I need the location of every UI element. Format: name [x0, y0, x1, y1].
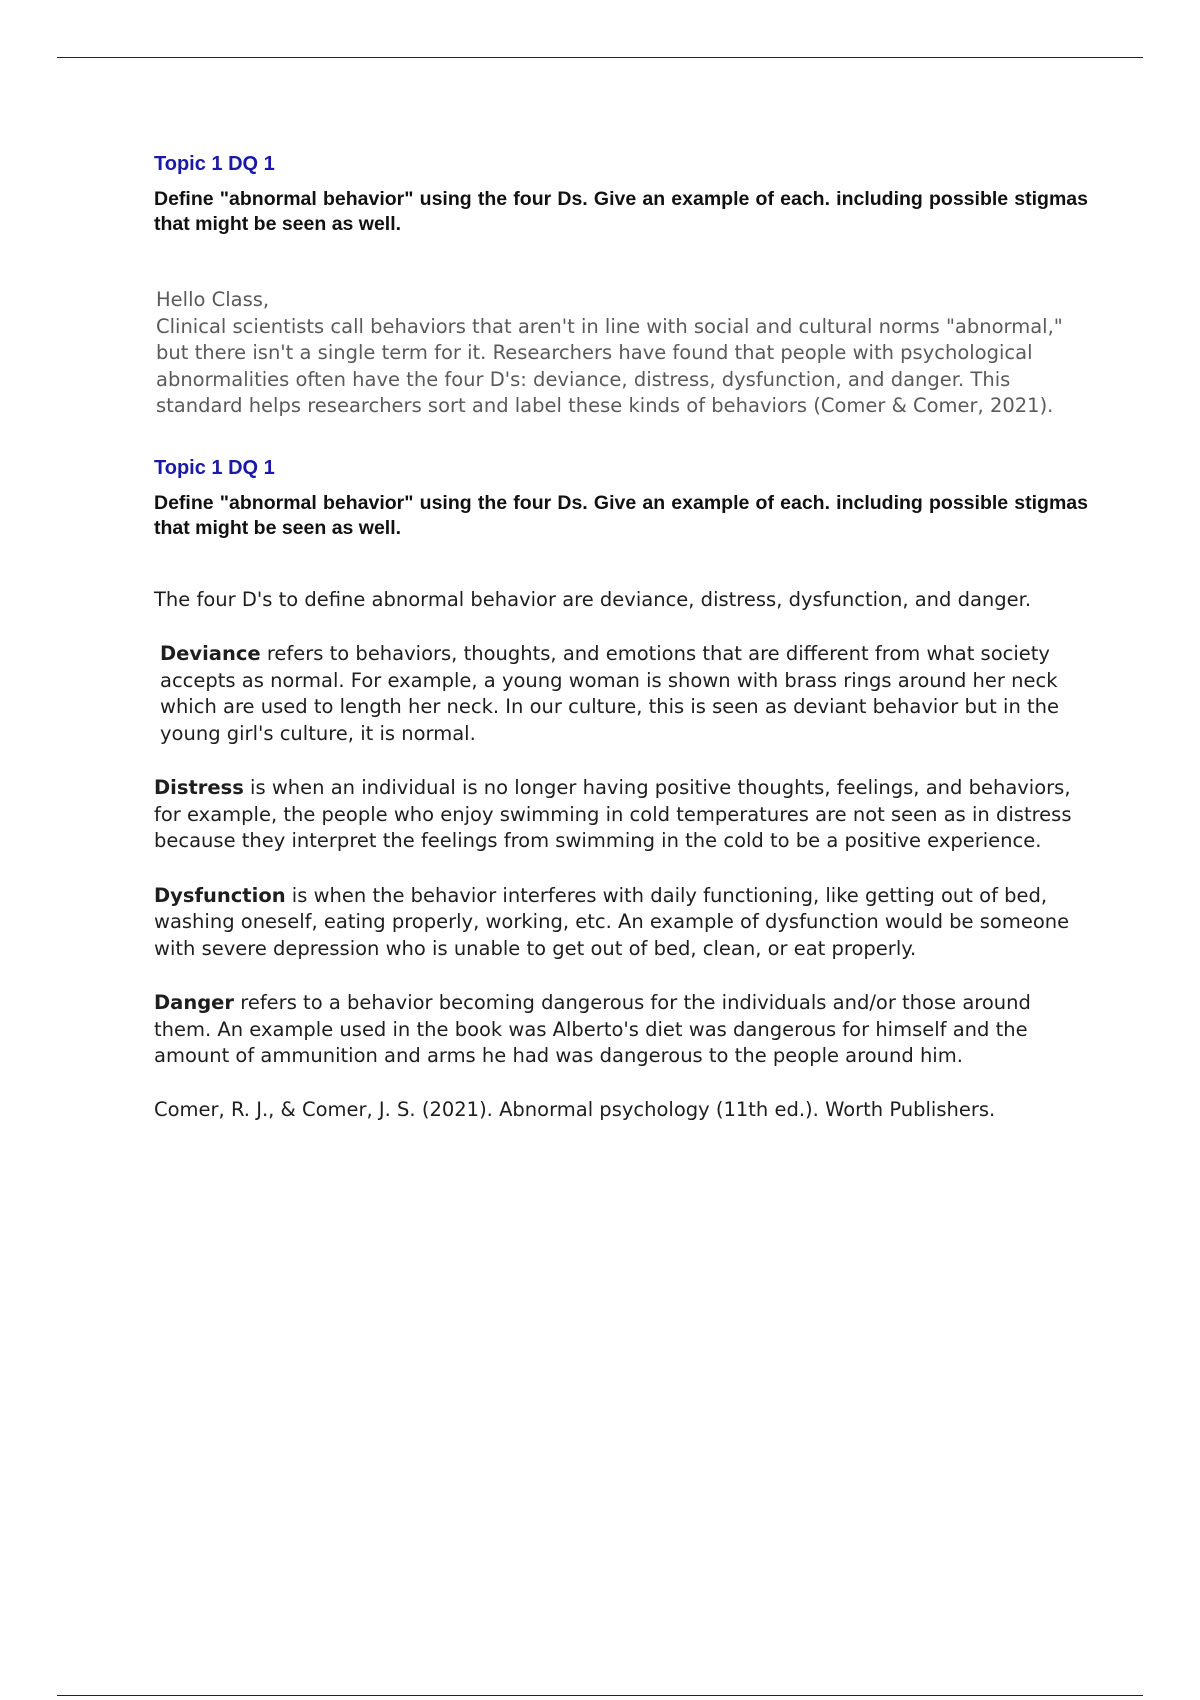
question-prompt-1: Define "abnormal behavior" using the four Ds. Give an example of each. including possible stigmas that might be seen as well. — [154, 188, 1088, 235]
greeting: Hello Class, — [156, 288, 270, 311]
text-deviance: refers to behaviors, thoughts, and emotions that are different from what society accepts as normal. For example, a young woman is shown with brass rings around her neck which are used to length her neck. In our culture, this is seen as deviant behavior but in the young girl's culture, it is normal. — [160, 642, 1059, 745]
paragraph-distress — [154, 775, 1088, 855]
term-dysfunction: Dysfunction — [154, 883, 286, 907]
post-intro-body: Clinical scientists call behaviors that aren't in line with social and cultural norms "abnormal," but there isn't a single term for it. Researchers have found that people with psychological abnormalities often have the four D's: deviance, distress, dysfunction, and danger. This standard helps researchers sort and label these kinds of behaviors (Comer & Comer, 2021). — [156, 314, 1063, 417]
answer-intro: The four D's to define abnormal behavior are deviance, distress, dysfunction, and danger. — [154, 587, 1032, 611]
term-distress: Distress — [154, 776, 244, 799]
text-danger: refers to a behavior becoming dangerous for the individuals and/or those around them. An example used in the book was Alberto's diet was dangerous for himself and the amount of ammunition and arms he had was dangerous to the people around him. — [154, 991, 1031, 1067]
document-body — [154, 152, 1088, 1122]
term-deviance: Deviance — [160, 642, 261, 665]
topic-heading-2: Topic 1 DQ 1 — [154, 456, 275, 479]
paragraph-dysfunction — [154, 883, 1088, 963]
topic-heading-1: Topic 1 DQ 1 — [154, 153, 275, 175]
question-prompt-2: Define "abnormal behavior" using the four Ds. Give an example of each. including possible stigmas that might be seen as well. — [154, 491, 1088, 539]
text-dysfunction: is when the behavior interferes with daily functioning, like getting out of bed, washing oneself, eating properly, working, etc. An example of dysfunction would be someone with severe depression who is unable to get out of bed, clean, or eat properly. — [154, 883, 1070, 960]
post-intro — [154, 287, 1088, 420]
paragraph-danger — [154, 990, 1088, 1070]
reference: Comer, R. J., & Comer, J. S. (2021). Abnormal psychology (11th ed.). Worth Publishers. — [154, 1097, 996, 1121]
answer — [154, 587, 1088, 1122]
top-rule — [57, 57, 1143, 58]
bottom-rule — [57, 1695, 1143, 1696]
paragraph-deviance — [154, 641, 1088, 747]
text-distress: is when an individual is no longer having positive thoughts, feelings, and behaviors, for example, the people who enjoy swimming in cold temperatures are not seen as in distress because they interpret the feelings from swimming in the cold to be a positive experience. — [154, 776, 1072, 852]
term-danger: Danger — [154, 991, 235, 1014]
